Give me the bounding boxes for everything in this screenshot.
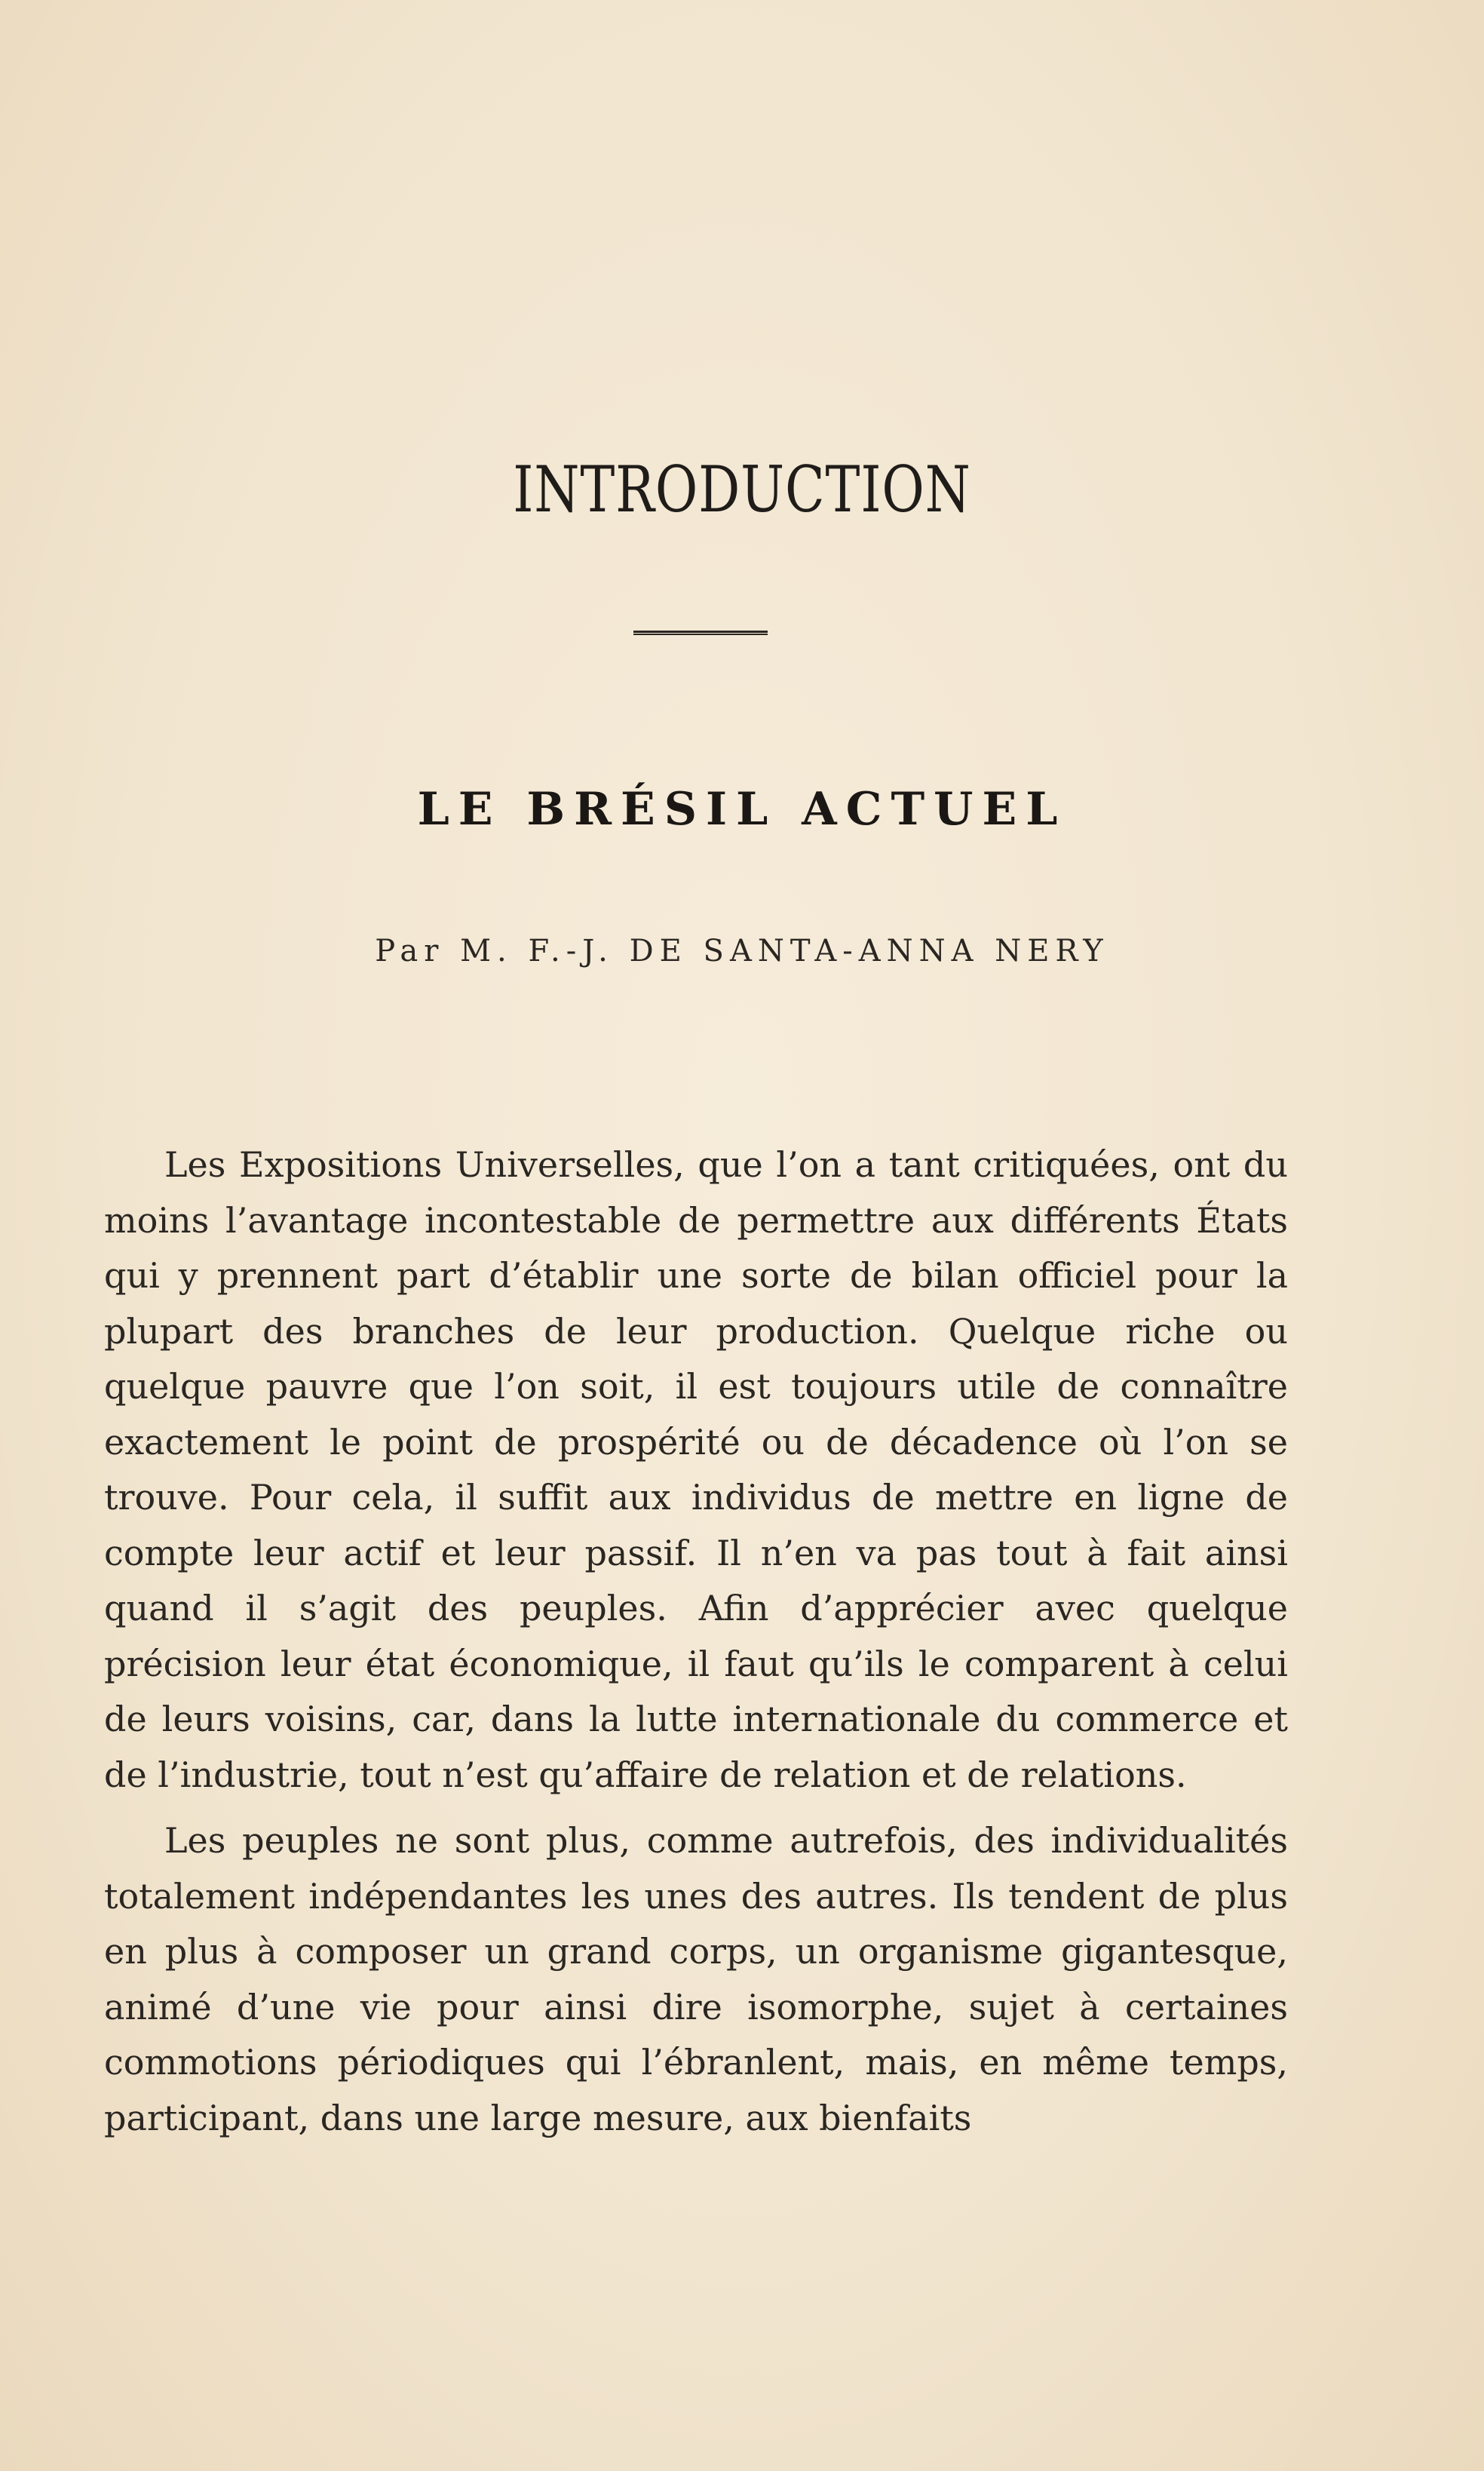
chapter-title: INTRODUCTION	[513, 453, 971, 526]
author-byline: Par M. F.-J. DE SANTA-ANNA NERY	[375, 934, 1109, 968]
paragraph: Les Expositions Universelles, que l’on a tant critiquées, ont du moins l’avantage incontestable de permettre aux différents États qui y prennent part d’établir une sorte de bilan officiel pour la plupart des branches de leur production. Quelque riche ou quelque pauvre que l’on soit, il est toujours utile de connaître exactement le point de prospérité ou de décadence où l’on se trouve. Pour cela, il suffit aux individus de mettre en ligne de compte leur actif et leur passif. Il n’en va pas tout à fait ainsi quand il s’agit des peuples. Afin d’apprécier avec quelque précision leur état économique, il faut qu’ils le comparent à celui de leurs voisins, car, dans la lutte internationale du commerce et de l’industrie, tout n’est qu’affaire de relation et de relations.	[104, 1144, 1288, 1795]
paragraph: Les peuples ne sont plus, comme autrefois, des individualités totalement indépendantes les unes des autres. Ils tendent de plus en plus à composer un grand corps, un organisme gigantesque, animé d’une vie pour ainsi dire isomorphe, sujet à certaines commotions périodiques qui l’ébranlent, mais, en même temps, participant, dans une large mesure, aux bienfaits	[104, 1820, 1288, 2138]
body-text	[104, 1137, 1288, 2156]
section-subtitle: LE BRÉSIL ACTUEL	[417, 783, 1067, 836]
title-rule	[633, 631, 768, 635]
